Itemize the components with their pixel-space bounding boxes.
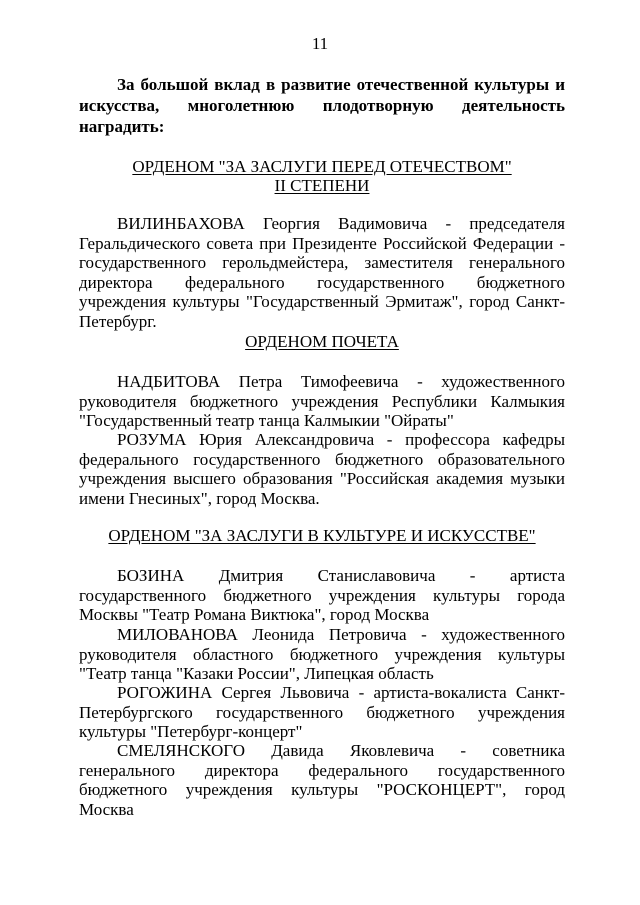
award-entry-milovanov: МИЛОВАНОВА Леонида Петровича - художественного руководителя областного бюджетного учреждения культуры "Театр танца "Казаки России", Липецкая область bbox=[79, 625, 565, 683]
heading-line: ОРДЕНОМ ПОЧЕТА bbox=[245, 332, 399, 351]
award-entry-nadbitov: НАДБИТОВА Петра Тимофеевича - художественного руководителя бюджетного учреждения Республики Калмыкия "Государственный театр танца Калмыкии "Ойраты" bbox=[79, 372, 565, 430]
section-heading-order-honour bbox=[79, 332, 565, 351]
intro-paragraph: За большой вклад в развитие отечественной культуры и искусства, многолетнюю плодотворную деятельность наградить: bbox=[79, 75, 565, 136]
award-entry-vilinbakhov: ВИЛИНБАХОВА Георгия Вадимовича - председателя Геральдического совета при Президенте Российской Федерации - государственного герольдмейстера, заместителя генерального директора федерального государственного бюджетного учреждения культуры "Государственный Эрмитаж", город Санкт-Петербург. bbox=[79, 214, 565, 331]
section-heading-order-merit-fatherland bbox=[79, 157, 565, 195]
award-entry-rogozhin: РОГОЖИНА Сергея Львовича - артиста-вокалиста Санкт-Петербургского государственного бюджетного учреждения культуры "Петербург-концерт" bbox=[79, 683, 565, 741]
heading-line: ОРДЕНОМ "ЗА ЗАСЛУГИ В КУЛЬТУРЕ И ИСКУССТВЕ" bbox=[108, 526, 536, 545]
page-number: 11 bbox=[311, 34, 329, 53]
section-heading-order-culture-art bbox=[79, 526, 565, 545]
heading-line: ОРДЕНОМ "ЗА ЗАСЛУГИ ПЕРЕД ОТЕЧЕСТВОМ" bbox=[132, 157, 512, 176]
award-entry-bozin: БОЗИНА Дмитрия Станиславовича - артиста государственного бюджетного учреждения культуры города Москвы "Театр Романа Виктюка", город Москва bbox=[79, 566, 565, 624]
heading-line: II СТЕПЕНИ bbox=[274, 176, 370, 195]
award-entry-smelyansky: СМЕЛЯНСКОГО Давида Яковлевича - советника генерального директора федерального государственного бюджетного учреждения культуры "РОСКОНЦЕРТ", город Москва bbox=[79, 741, 565, 819]
award-entry-rozum: РОЗУМА Юрия Александровича - профессора кафедры федерального государственного бюджетного образовательного учреждения высшего образования "Российская академия музыки имени Гнесиных", город Москва. bbox=[79, 430, 565, 508]
